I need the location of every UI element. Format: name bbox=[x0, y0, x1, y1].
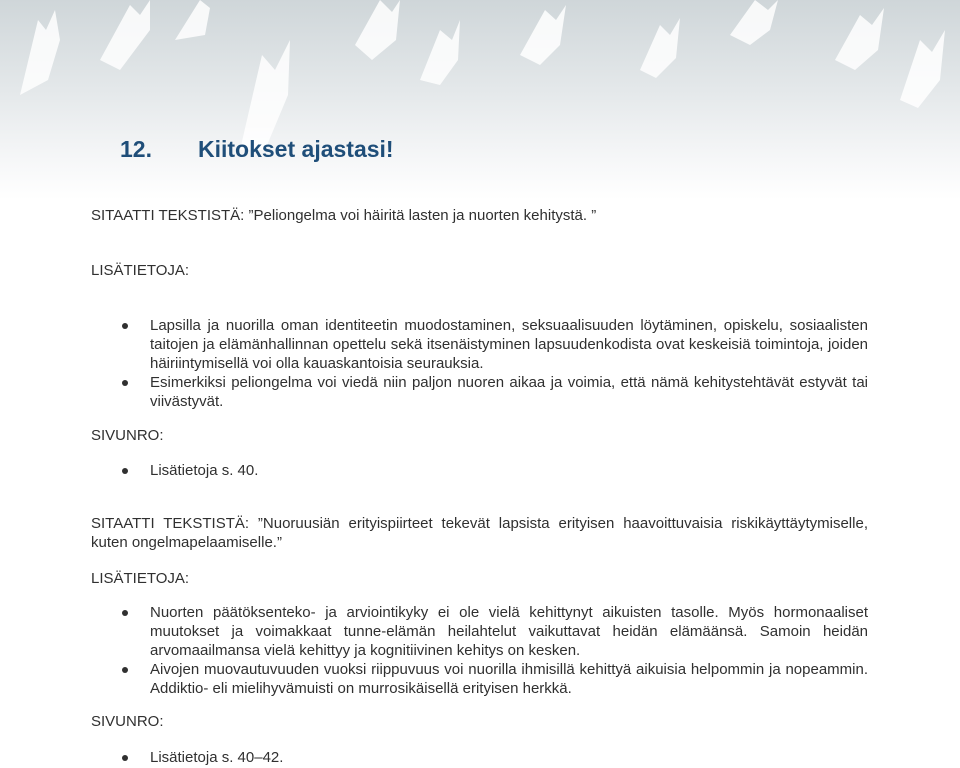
page-label-2: SIVUNRO: bbox=[91, 713, 164, 730]
quote-paragraph-2: SITAATTI TEKSTISTÄ: ”Nuoruusiän erityispiirteet tekevät lapsista erityisen haavoittuvaisia riskikäyttäytymiselle, kuten ongelmapelaamiselle.” bbox=[91, 515, 868, 551]
bullet-icon bbox=[122, 610, 128, 616]
quote-paragraph-1: SITAATTI TEKSTISTÄ: ”Peliongelma voi häiritä lasten ja nuorten kehitystä. ” bbox=[91, 207, 597, 224]
page-label-1: SIVUNRO: bbox=[91, 427, 164, 444]
info-label-1: LISÄTIETOJA: bbox=[91, 262, 190, 279]
page-list-1 bbox=[91, 461, 868, 480]
page-title bbox=[120, 136, 394, 163]
list-item: Nuorten päätöksenteko- ja arviointikyky ei ole vielä kehittynyt aikuisten tasolle. Myös hormonaaliset muutokset ja voimakkaat tunne-elämän heilahtelut vaikuttavat heidän elämäänsä. Samoin heidän arvomaailmansa vielä kehittyy ja kognitiivinen kehitys on kesken. bbox=[91, 603, 868, 660]
title-number: 12. bbox=[120, 136, 152, 162]
bullet-icon bbox=[122, 468, 128, 474]
bullet-icon bbox=[122, 755, 128, 761]
bullet-icon bbox=[122, 323, 128, 329]
list-item: Aivojen muovautuvuuden vuoksi riippuvuus voi nuorilla ihmisillä kehittyä aikuisia helpommin ja nopeammin. Addiktio- eli mielihyvämuisti on murrosikäisellä erityisen herkkä. bbox=[91, 660, 868, 698]
bullet-icon bbox=[122, 380, 128, 386]
info-label-2: LISÄTIETOJA: bbox=[91, 570, 190, 587]
list-item: Lisätietoja s. 40–42. bbox=[91, 748, 868, 767]
info-list-1 bbox=[91, 316, 868, 411]
title-text: Kiitokset ajastasi! bbox=[198, 136, 394, 162]
page-list-2 bbox=[91, 748, 868, 767]
list-item: Lapsilla ja nuorilla oman identiteetin muodostaminen, seksuaalisuuden löytäminen, opiskelu, sosiaalisten taitojen ja elämänhallinnan opettelu sekä itsenäistyminen lapsuudenkodista ovat keskeisiä toimintoja, joiden häiriintymisellä voi olla kauaskantoisia seurauksia. bbox=[91, 316, 868, 373]
list-item: Esimerkiksi peliongelma voi viedä niin paljon nuoren aikaa ja voimia, että nämä kehitystehtävät estyvät tai viivästyvät. bbox=[91, 373, 868, 411]
bullet-icon bbox=[122, 667, 128, 673]
list-item: Lisätietoja s. 40. bbox=[91, 461, 868, 480]
info-list-2 bbox=[91, 603, 868, 698]
